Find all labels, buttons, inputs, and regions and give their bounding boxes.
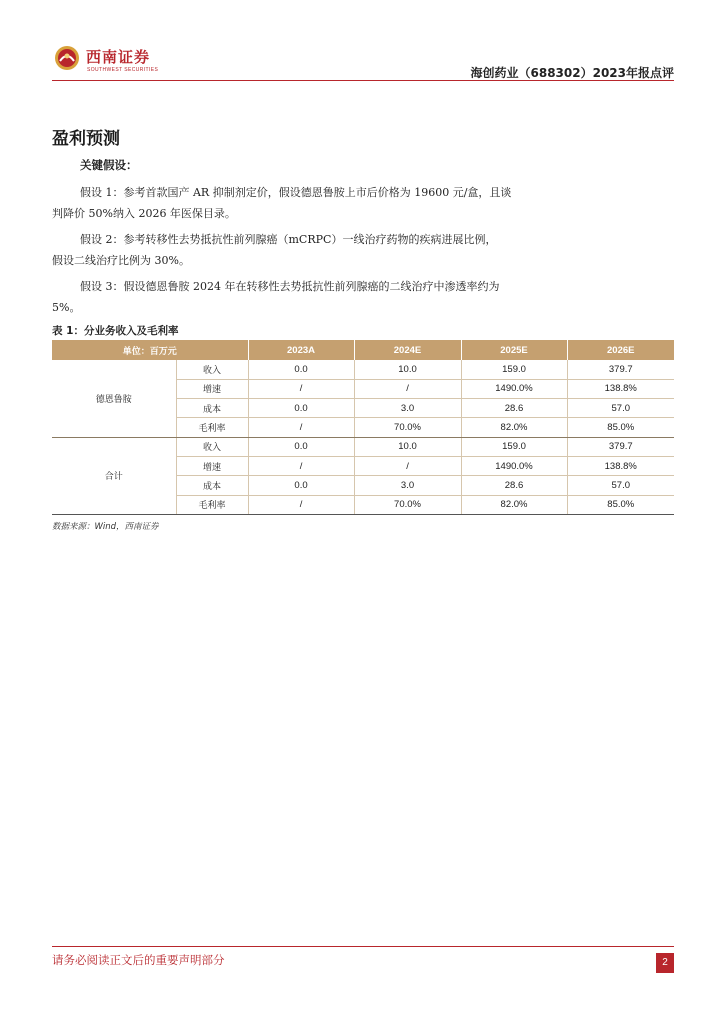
table-cell: 159.0 — [461, 360, 567, 379]
logo-mark-icon — [54, 45, 80, 71]
table-row — [52, 360, 674, 379]
table-cell: 138.8% — [567, 379, 674, 398]
revenue-margin-table — [52, 340, 674, 515]
metric-label: 增速 — [176, 456, 248, 475]
key-assumptions-heading: 关键假设： — [80, 158, 138, 172]
paragraph-line: 5%。 — [52, 301, 81, 314]
section-title: 盈利预测 — [52, 129, 120, 149]
paragraph-line: 假设 2：参考转移性去势抵抗性前列腺癌（mCRPC）一线治疗药物的疾病进展比例， — [80, 233, 497, 246]
table-cell: 0.0 — [248, 437, 354, 456]
table-cell: 3.0 — [354, 476, 461, 495]
table-cell: 82.0% — [461, 495, 567, 514]
assumption-paragraph-2 — [52, 229, 552, 271]
company-logo — [54, 44, 164, 76]
table-cell: 70.0% — [354, 418, 461, 437]
table-caption: 表 1：分业务收入及毛利率 — [52, 325, 179, 337]
page-number: 2 — [656, 953, 674, 973]
table-cell: / — [248, 495, 354, 514]
report-title: 海创药业（688302）2023年报点评 — [470, 66, 674, 80]
table-cell: 57.0 — [567, 476, 674, 495]
table-cell: / — [248, 456, 354, 475]
metric-label: 毛利率 — [176, 418, 248, 437]
metric-label: 毛利率 — [176, 495, 248, 514]
metric-label: 收入 — [176, 360, 248, 379]
table-cell: 70.0% — [354, 495, 461, 514]
table-cell: 85.0% — [567, 418, 674, 437]
metric-label: 增速 — [176, 379, 248, 398]
table-cell: 379.7 — [567, 360, 674, 379]
table-cell: / — [248, 418, 354, 437]
table-cell: 379.7 — [567, 437, 674, 456]
table-cell: 0.0 — [248, 476, 354, 495]
assumption-paragraph-3 — [52, 276, 552, 318]
logo-text-cn: 西南证券 — [86, 48, 151, 66]
paragraph-line: 假设二线治疗比例为 30%。 — [52, 254, 190, 267]
table-cell: 28.6 — [461, 476, 567, 495]
table-cell: 10.0 — [354, 360, 461, 379]
metric-label: 成本 — [176, 399, 248, 418]
unit-header: 单位：百万元 — [52, 340, 248, 360]
metric-label: 收入 — [176, 437, 248, 456]
table-cell: 85.0% — [567, 495, 674, 514]
column-header: 2026E — [567, 340, 674, 360]
table-cell: 159.0 — [461, 437, 567, 456]
column-header: 2025E — [461, 340, 567, 360]
paragraph-line: 判降价 50%纳入 2026 年医保目录。 — [52, 207, 236, 220]
segment-name: 合计 — [52, 437, 176, 514]
metric-label: 成本 — [176, 476, 248, 495]
table-cell: / — [354, 379, 461, 398]
table-cell: 0.0 — [248, 360, 354, 379]
assumption-paragraph-1 — [52, 182, 552, 224]
column-header: 2023A — [248, 340, 354, 360]
table-cell: 0.0 — [248, 399, 354, 418]
table-cell: 1490.0% — [461, 456, 567, 475]
page-header — [52, 40, 674, 80]
table-cell: 28.6 — [461, 399, 567, 418]
table-cell: 138.8% — [567, 456, 674, 475]
table-row — [52, 437, 674, 456]
segment-name: 德恩鲁胺 — [52, 360, 176, 437]
paragraph-line: 假设 3：假设德恩鲁胺 2024 年在转移性去势抵抗性前列腺癌的二线治疗中渗透率约为 — [80, 280, 500, 293]
table-cell: 82.0% — [461, 418, 567, 437]
paragraph-line: 假设 1：参考首款国产 AR 抑制剂定价，假设德恩鲁胺上市后价格为 19600 元/盒，且谈 — [80, 186, 512, 199]
table-cell: 57.0 — [567, 399, 674, 418]
data-source-note: 数据来源：Wind，西南证券 — [52, 522, 159, 532]
footer-disclaimer-notice: 请务必阅读正文后的重要声明部分 — [52, 953, 225, 967]
table-cell: / — [354, 456, 461, 475]
table-cell: 1490.0% — [461, 379, 567, 398]
table-cell: / — [248, 379, 354, 398]
column-header: 2024E — [354, 340, 461, 360]
table-header-row — [52, 340, 674, 360]
table-cell: 10.0 — [354, 437, 461, 456]
footer-divider — [52, 946, 674, 947]
header-divider — [52, 80, 674, 81]
table-cell: 3.0 — [354, 399, 461, 418]
logo-text-en: SOUTHWEST SECURITIES — [87, 67, 159, 73]
